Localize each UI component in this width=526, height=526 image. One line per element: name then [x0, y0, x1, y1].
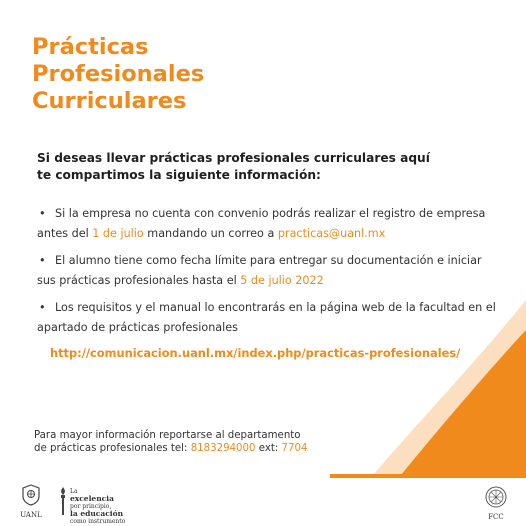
bullet-text: mandando un correo a: [143, 227, 278, 240]
fcc-seal-icon: [485, 486, 507, 508]
motto-line-5: como instrumento: [70, 518, 126, 525]
highlight-date: 5 de julio 2022: [240, 274, 324, 287]
intro-line-2: te compartimos la siguiente información:: [37, 168, 321, 182]
intro-text: [37, 150, 457, 184]
list-item: [37, 204, 497, 244]
motto-line-4: la educación: [70, 509, 124, 518]
bullet-text: Si la empresa no cuenta con convenio podrás realizar el registro de empresa antes del: [37, 207, 486, 240]
motto-line-1: La: [70, 488, 78, 495]
title-line-2: Profesionales: [32, 61, 205, 87]
uanl-text: UANL: [20, 511, 42, 519]
list-item: [37, 251, 497, 291]
fcc-logo: [482, 486, 510, 521]
footer-line-1: Para mayor información reportarse al departamento: [34, 430, 301, 441]
excellence-motto-logo: [58, 486, 126, 525]
bullet-dot: •: [39, 254, 46, 267]
bullet-text: Los requisitos y el manual lo encontrarás en la página web de la facultad en el apartado de prácticas profesionales: [37, 301, 496, 334]
practicas-url-link[interactable]: http://comunicacion.uanl.mx/index.php/practicas-profesionales/: [50, 346, 461, 360]
page-title: [32, 34, 204, 115]
uanl-logo: [16, 484, 46, 519]
footer-contact: [34, 429, 364, 455]
bullet-dot: •: [39, 301, 46, 314]
phone-number: 8183294000: [190, 443, 256, 454]
motto-line-3: por principio,: [70, 503, 112, 510]
motto-line-2: excelencia: [70, 494, 114, 503]
logo-bar: [0, 474, 526, 526]
info-list: [37, 204, 497, 345]
intro-line-1: Si deseas llevar prácticas profesionales curriculares aquí: [37, 151, 430, 165]
excellence-motto-text: [70, 488, 125, 525]
email-link[interactable]: practicas@uanl.mx: [277, 227, 386, 240]
torch-icon: [58, 486, 68, 516]
highlight-date: 1 de julio: [92, 227, 144, 240]
title-line-3: Curriculares: [32, 88, 187, 114]
bullet-text: El alumno tiene como fecha límite para entregar su documentación e iniciar sus prácticas profesionales hasta el: [37, 254, 482, 287]
fcc-text: FCC: [488, 513, 504, 521]
footer-line-2: de prácticas profesionales tel:: [34, 443, 191, 454]
ext-label: ext:: [255, 443, 282, 454]
title-line-1: Prácticas: [32, 34, 149, 60]
extension-number: 7704: [281, 443, 308, 454]
uanl-seal-icon: [21, 484, 41, 506]
list-item: [37, 298, 497, 338]
bullet-dot: •: [39, 207, 46, 220]
